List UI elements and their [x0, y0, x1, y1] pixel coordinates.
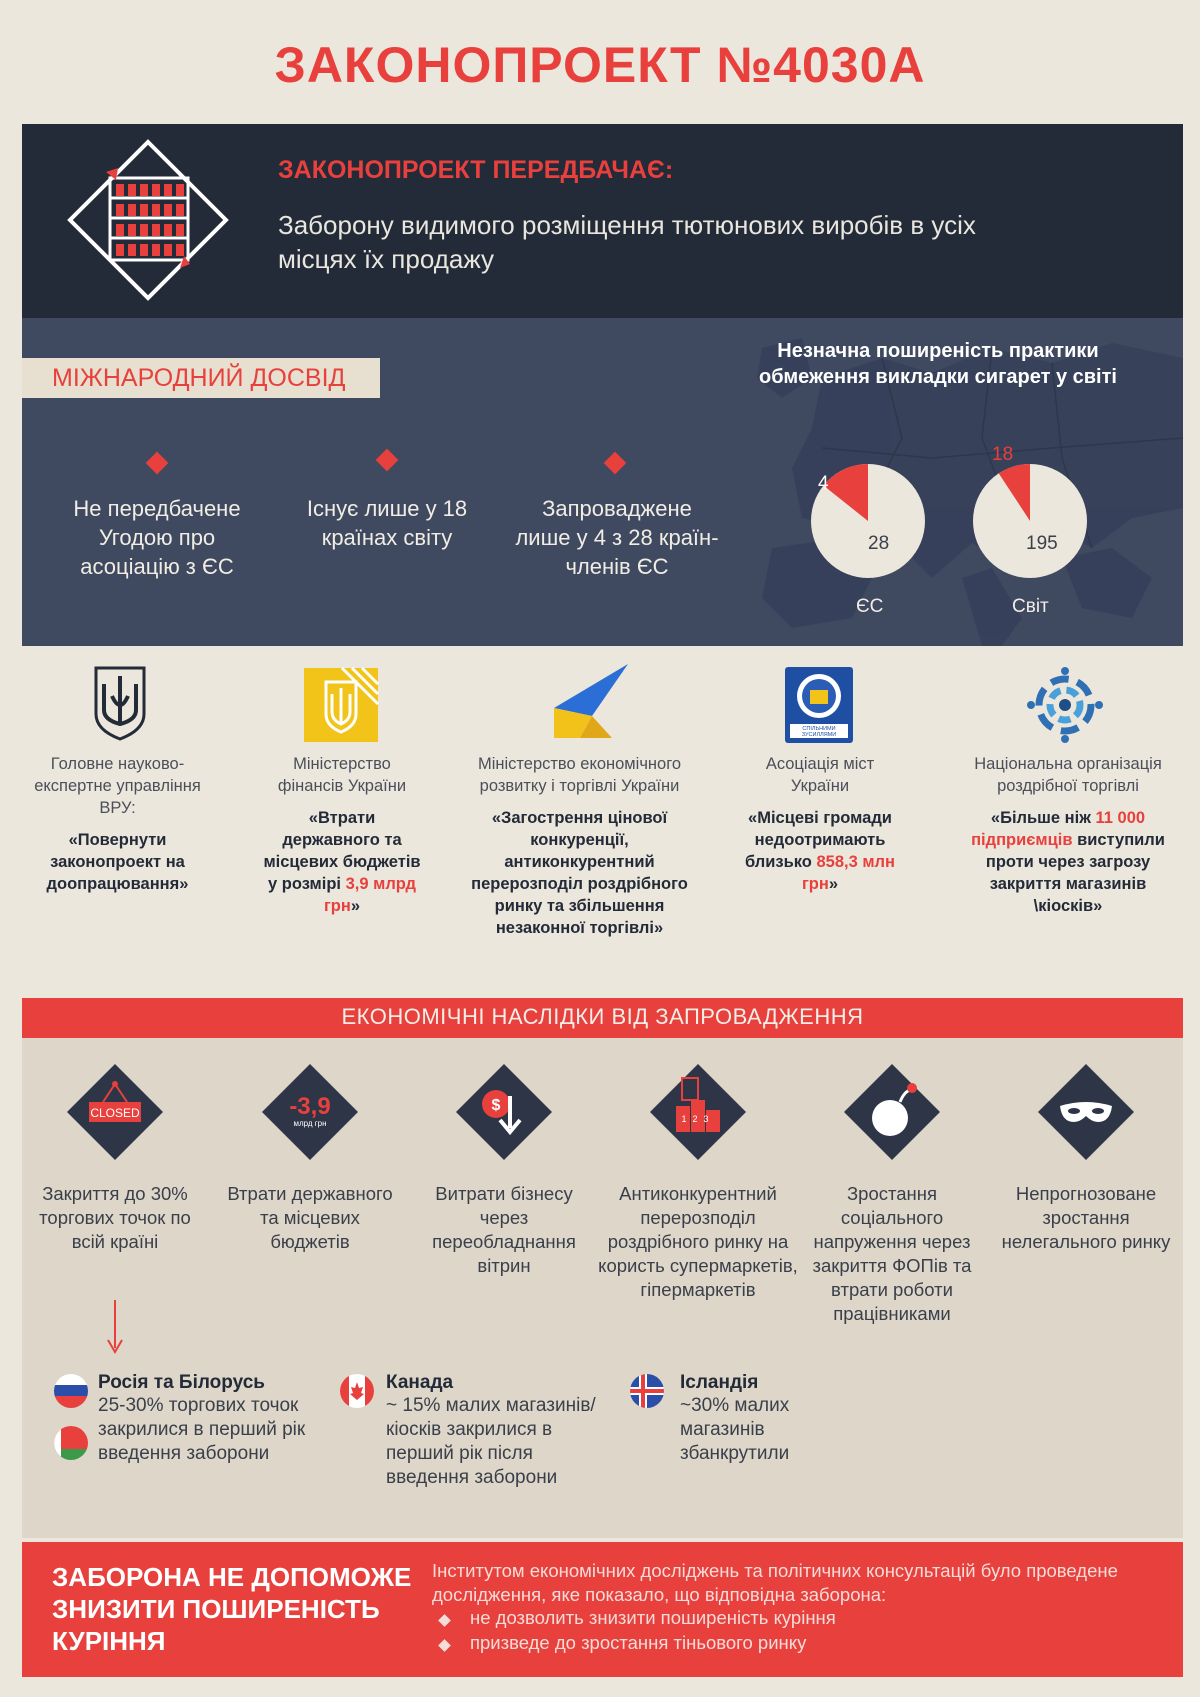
page-title: ЗАКОНОПРОЕКТ №4030А [274, 37, 926, 93]
economic-item-text: Витрати бізнесу через переобладнання вітрин [432, 1183, 576, 1276]
retail-organization-logo-icon [1026, 666, 1104, 744]
svg-text:СПІЛЬНИМИ: СПІЛЬНИМИ [802, 726, 836, 732]
budget-loss-unit: млрд грн [293, 1119, 327, 1128]
organization-name: Міністерство фінансів України [277, 755, 407, 795]
organization-quote [962, 807, 1174, 917]
ministry-finance-logo-icon [302, 666, 380, 744]
quote-text: виступили проти через загрозу закриття магазинів \кіосків» [985, 831, 1165, 915]
organization-name: Національна організація роздрібної торгівлі [974, 755, 1162, 795]
quote-highlight: 858,3 млн грн [801, 853, 895, 893]
footer-bullet: призведе до зростання тіньового ринку [470, 1632, 807, 1653]
coin-symbol: $ [491, 1097, 501, 1114]
country-block [386, 1372, 606, 1490]
country-name: Ісландія [680, 1372, 759, 1393]
footer-intro: Інститутом економічних досліджень та політичних консультацій було проведене дослідження, яке показало, що відповідна заборона: [432, 1560, 1118, 1605]
organization-block [735, 753, 905, 895]
mask-icon [1036, 1062, 1136, 1162]
economic-item-text: Непрогнозоване зростання нелегального ринку [1001, 1183, 1171, 1252]
closed-sign-icon [65, 1062, 165, 1162]
organization-block [30, 753, 205, 895]
organization-quote [262, 807, 422, 917]
budget-loss-value: -3,9 [289, 1093, 331, 1120]
pie-eu-part-value: 4 [818, 473, 829, 494]
economic-item-text: Втрати державного та місцевих бюджетів [227, 1183, 393, 1252]
belarus-flag-icon [54, 1426, 88, 1460]
shelf-icon [66, 138, 230, 302]
quote-text: » [350, 897, 361, 915]
country-text: ~ 15% малих магазинів/кіосків закрилися в перший рік після введення заборони [386, 1395, 596, 1488]
quote-text: «Місцеві громади недоотримають близько [745, 809, 892, 871]
trident-icon [92, 664, 148, 742]
quote-highlight: 3,9 млрд грн [323, 875, 416, 915]
coin-down-icon [454, 1062, 554, 1162]
pie-eu-total-value: 28 [868, 533, 890, 554]
organization-name: Асоціація міст України [765, 755, 875, 795]
footer-title: ЗАБОРОНА НЕ ДОПОМОЖЕ ЗНИЗИТИ ПОШИРЕНІСТЬ КУРІННЯ [52, 1562, 412, 1656]
footer-bullet: не дозволить знизити поширеність куріння [470, 1607, 836, 1628]
proposal-text: Заборону видимого розміщення тютюнових виробів в усіх місцях їх продажу [278, 210, 976, 274]
economic-item-text: Закриття до 30% торгових точок по всій країні [39, 1183, 191, 1252]
quote-text: » [828, 875, 839, 893]
ministry-economy-logo-icon [552, 664, 628, 742]
fact-text: Не передбачене Угодою про асоціацію з ЄС [73, 496, 241, 579]
cities-association-logo-icon [784, 666, 854, 744]
pie-world-part-value: 18 [992, 444, 1014, 465]
quote-text: «Більше ніж [990, 809, 1091, 827]
organization-block [262, 753, 422, 917]
country-name: Канада [386, 1372, 454, 1393]
closed-sign-label: CLOSED [90, 1106, 140, 1120]
organization-quote: «Загострення цінової конкуренції, антиконкурентний перерозподіл роздрібного ринку та збільшення незаконної торгівлі» [471, 809, 688, 937]
international-label: МІЖНАРОДНИЙ ДОСВІД [52, 364, 346, 392]
quote-highlight: 11 000 підприємців [971, 809, 1146, 849]
organization-name: Головне науково-експертне управління ВРУ: [34, 755, 201, 817]
russia-flag-icon [54, 1374, 88, 1408]
podium-numbers: 123 [681, 1114, 715, 1124]
organization-quote [735, 807, 905, 895]
organization-block [462, 753, 697, 939]
country-block [98, 1372, 308, 1466]
organization-name: Міністерство економічного розвитку і торгівлі України [477, 755, 682, 795]
country-name: Росія та Білорусь [98, 1372, 265, 1393]
fact-text: Існує лише у 18 країнах світу [306, 496, 468, 550]
canada-flag-icon [340, 1374, 374, 1408]
bomb-icon [842, 1062, 942, 1162]
podium-icon [648, 1062, 748, 1162]
quote-text: «Втрати державного та місцевих бюджетів у розмірі [263, 809, 421, 893]
fact-text: Запроваджене лише у 4 з 28 країн-членів ЄС [515, 496, 719, 579]
organization-quote: «Повернути законопроект на доопрацювання» [46, 831, 189, 893]
organization-block [962, 753, 1174, 917]
chart-title: Незначна поширеність практики обмеження викладки сигарет у світі [759, 340, 1117, 388]
iceland-flag-icon [630, 1374, 664, 1408]
economic-item-text: Антиконкурентний перерозподіл роздрібного ринку на користь супермаркетів, гіпермаркетів [598, 1183, 798, 1300]
country-text: ~30% малих магазинів збанкрутили [680, 1395, 790, 1464]
arrow-down-icon [105, 1300, 125, 1356]
svg-text:ЗУСИЛЛЯМИ: ЗУСИЛЛЯМИ [801, 732, 837, 738]
economic-item-text: Зростання соціального напруження через закриття ФОПів та втрати роботи працівниками [812, 1183, 972, 1324]
pie-world-total-value: 195 [1026, 533, 1058, 554]
pie-chart-world [972, 463, 1088, 579]
pie-world-label: Світ [1012, 596, 1049, 617]
budget-loss-icon [260, 1062, 360, 1162]
country-block [680, 1372, 850, 1466]
pie-eu-label: ЄС [856, 596, 884, 617]
country-text: 25-30% торгових точок закрилися в перший рік введення заборони [98, 1395, 306, 1464]
economic-title: ЕКОНОМІЧНІ НАСЛІДКИ ВІД ЗАПРОВАДЖЕННЯ [341, 1004, 864, 1029]
proposal-heading: ЗАКОНОПРОЕКТ ПЕРЕДБАЧАЄ: [278, 156, 674, 184]
